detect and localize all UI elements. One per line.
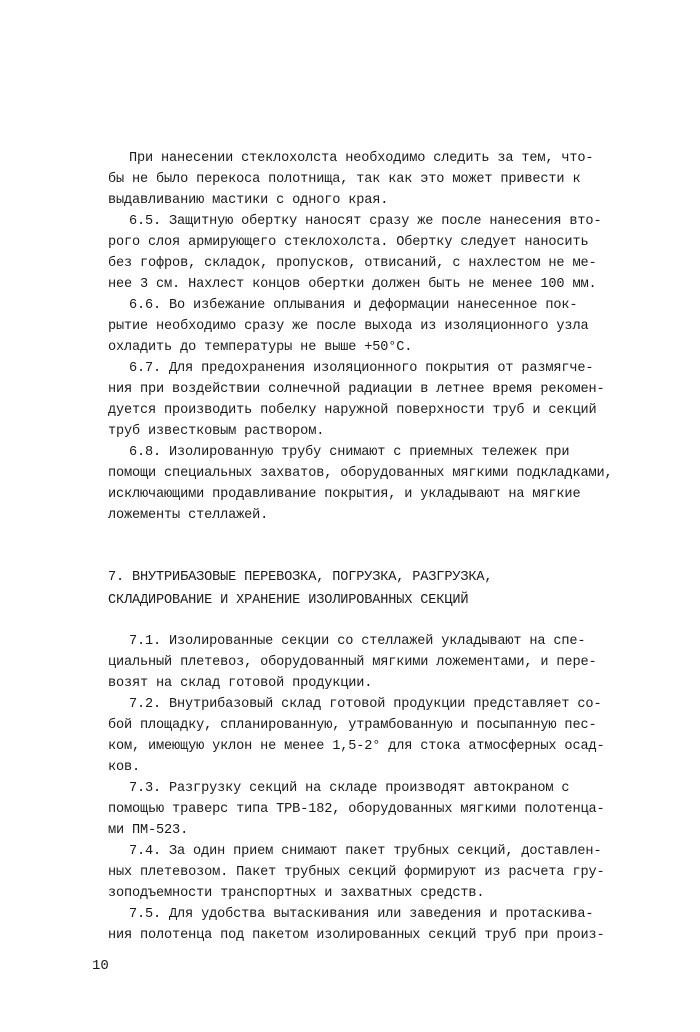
text-line: рого слоя армирующего стеклохолста. Обертку следует наносить [108,235,589,250]
text-line: нее 3 см. Нахлест концов обертки должен быть не менее 100 мм. [108,277,597,292]
text-line: ния полотенца под пакетом изолированных секций труб при произ- [108,928,605,943]
text-line: 6.6. Во избежание оплывания и деформации нанесенное пок- [129,298,578,313]
text-line: зоподъемности транспортных и захватных средств. [108,886,485,901]
text-line: исключающими продавливание покрытия, и укладывают на мягкие [108,487,581,502]
text-line: циальный плетевоз, оборудованный мягкими ложементами, и пере- [108,655,597,670]
text-line: выдавливанию мастики с одного края. [108,193,389,208]
text-line: ми ПМ-523. [108,823,189,838]
text-line: бой площадку, спланированную, утрамбованную и посыпанную пес- [108,718,597,733]
text-line: помощью траверс типа ТРВ-182, оборудованных мягкими полотенца- [108,802,605,817]
text-line: труб известковым раствором. [108,424,325,439]
text-line: 6.5. Защитную обертку наносят сразу же после нанесения вто- [129,214,602,229]
text-line: 7.3. Разгрузку секций на складе производят автокраном с [129,781,570,796]
section-6-text [108,148,628,526]
text-line: охладить до температуры не выше +50°С. [108,340,413,355]
text-line: ков. [108,760,141,775]
section-7-text [108,631,628,946]
text-line: помощи специальных захватов, оборудованных мягкими подкладками, [108,466,613,481]
text-line: ных плетевозом. Пакет трубных секций формируют из расчета гру- [108,865,605,880]
text-line: ния при воздействии солнечной радиации в летнее время рекомен- [108,382,605,397]
heading-line: СКЛАДИРОВАНИЕ И ХРАНЕНИЕ ИЗОЛИРОВАННЫХ СЕКЦИЙ [108,593,469,608]
text-line: ложементы стеллажей. [108,508,269,523]
text-line: возят на склад готовой продукции. [108,676,373,691]
text-line: без гофров, складок, пропусков, отвисаний, с нахлестом не ме- [108,256,597,271]
text-line: 7.2. Внутрибазовый склад готовой продукции представляет со- [129,697,602,712]
text-line: 6.8. Изолированную трубу снимают с приемных тележек при [129,445,570,460]
text-line: бы не было перекоса полотнища, так как это может привести к [108,172,581,187]
text-line: 7.1. Изолированные секции со стеллажей укладывают на спе- [129,634,586,649]
text-line: 6.7. Для предохранения изоляционного покрытия от размягче- [129,361,594,376]
page-number: 10 [92,958,109,974]
text-line: рытие необходимо сразу же после выхода из изоляционного узла [108,319,589,334]
text-line: 7.5. Для удобства вытаскивания или заведения и протаскива- [129,907,594,922]
text-line: дуется производить побелку наружной поверхности труб и секций [108,403,597,418]
section-7-heading [108,566,628,612]
text-line: ком, имеющую уклон не менее 1,5-2° для стока атмосферных осад- [108,739,605,754]
heading-line: 7. ВНУТРИБАЗОВЫЕ ПЕРЕВОЗКА, ПОГРУЗКА, РАЗГРУЗКА, [108,570,493,585]
text-line: 7.4. За один прием снимают пакет трубных секций, доставлен- [129,844,602,859]
text-line: При нанесении стеклохолста необходимо следить за тем, что- [129,151,594,166]
